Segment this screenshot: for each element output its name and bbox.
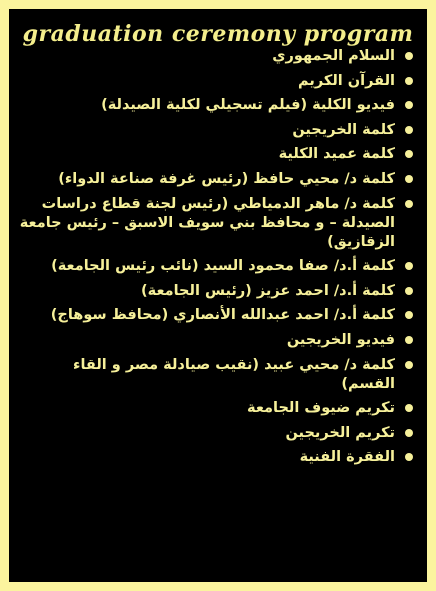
bullet-icon	[405, 150, 413, 158]
item-text: كلمة عميد الكلية	[278, 146, 395, 163]
list-item	[19, 257, 415, 276]
item-text: كلمة أ.د/ صفا محمود السيد (نائب رئيس الجامعة)	[51, 258, 395, 275]
bullet-icon	[405, 453, 413, 461]
list-item	[19, 72, 415, 91]
bullet-icon	[405, 311, 413, 319]
item-text: تكريم ضيوف الجامعة	[247, 400, 395, 417]
bullet-icon	[405, 77, 413, 85]
bullet-icon	[405, 429, 413, 437]
bullet-icon	[405, 101, 413, 109]
bullet-icon	[405, 287, 413, 295]
list-item	[19, 331, 415, 350]
list-item	[19, 47, 415, 66]
program-card	[9, 9, 427, 582]
bullet-icon	[405, 126, 413, 134]
list-item	[19, 399, 415, 418]
bullet-icon	[405, 336, 413, 344]
item-text: كلمة د/ محيي حافظ (رئيس غرفة صناعة الدواء)	[58, 170, 395, 187]
item-text: تكريم الخريجين	[285, 424, 395, 441]
item-text: كلمة أ.د/ احمد عزيز (رئيس الجامعة)	[141, 282, 395, 299]
bullet-icon	[405, 361, 413, 369]
program-title: graduation ceremony program	[22, 21, 414, 47]
item-text: كلمة الخريجين	[292, 121, 395, 138]
list-item	[19, 356, 415, 394]
item-text: الفقرة الفنية	[299, 449, 395, 466]
bullet-icon	[405, 52, 413, 60]
item-text: كلمة د/ ماهر الدمياطي (رئيس لجنة قطاع دراسات الصيدلة – و محافظ بني سويف الاسبق – رئيس جامعة الزقازيق)	[19, 195, 395, 250]
item-text: فيديو الكلية (فيلم تسجيلي لكلية الصيدلة)	[101, 97, 395, 114]
item-text: السلام الجمهوري	[272, 48, 395, 64]
bullet-icon	[405, 262, 413, 270]
list-item	[19, 448, 415, 467]
list-item	[19, 121, 415, 140]
item-text: القرآن الكريم	[298, 72, 395, 89]
list-item	[19, 96, 415, 115]
item-text: فيديو الخريجين	[286, 331, 395, 348]
list-item	[19, 145, 415, 164]
bullet-icon	[405, 175, 413, 183]
list-item	[19, 195, 415, 252]
list-item	[19, 170, 415, 189]
item-text: كلمة أ.د/ احمد عبدالله الأنصاري (محافظ سوهاج)	[50, 307, 395, 324]
item-text: كلمة د/ محيي عبيد (نقيب صيادلة مصر و القاء القسم)	[73, 356, 395, 392]
list-item	[19, 282, 415, 301]
bullet-icon	[405, 404, 413, 412]
list-item	[19, 306, 415, 325]
list-item	[19, 424, 415, 443]
bullet-icon	[405, 200, 413, 208]
program-list	[19, 47, 415, 473]
